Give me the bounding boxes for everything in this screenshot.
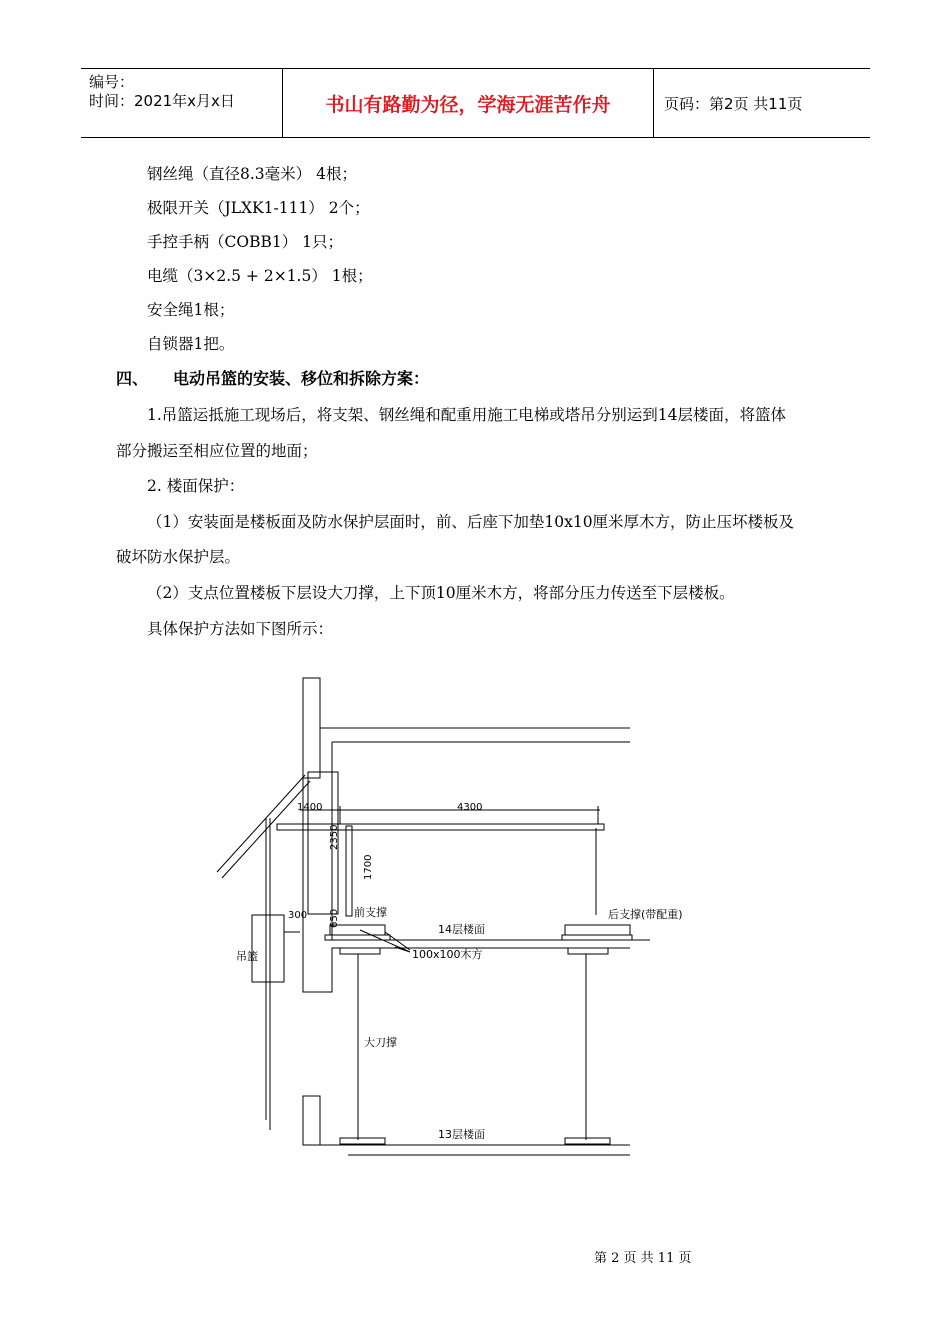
label-rear-support: 后支撑(带配重) (608, 908, 683, 921)
dim-1400: 1400 (297, 802, 323, 813)
cantilever-beam (277, 824, 604, 830)
wall-bottom (303, 1096, 320, 1145)
label-brace: 大刀撑 (364, 1036, 397, 1049)
section-title: 电动吊篮的安装、移位和拆除方案： (173, 369, 430, 388)
timber-block (340, 948, 380, 954)
dim-1700: 1700 (363, 854, 374, 880)
timber-block (565, 1138, 610, 1144)
upper-slab (320, 678, 630, 728)
material-item: 极限开关（JLXK1-111） 2个； (147, 199, 370, 217)
paragraph-line: （2）支点位置楼板下层设大刀撑，上下顶10厘米木方，将部分压力传送至下层楼板。 (147, 584, 735, 602)
installation-diagram (210, 672, 683, 1162)
paragraph-line: 部分搬运至相应位置的地面； (116, 442, 318, 460)
dim-2350: 2350 (329, 824, 340, 850)
material-item: 电缆（3×2.5 + 2×1.5） 1根； (147, 267, 373, 285)
label-floor-14: 14层楼面 (438, 923, 485, 936)
dim-4300: 4300 (457, 802, 483, 813)
dim-650: 650 (329, 908, 340, 928)
paragraph-line: 破坏防水保护层。 (116, 548, 241, 566)
dim-300: 300 (288, 910, 308, 921)
rear-base (565, 925, 630, 935)
timber-block (568, 948, 608, 954)
material-item: 钢丝绳（直径8.3毫米） 4根； (147, 165, 357, 183)
page-header (81, 68, 870, 138)
label-front-support: 前支撑 (354, 906, 387, 919)
section-number: 四、 (116, 369, 149, 388)
footer-page-number: 第 2 页 共 11 页 (594, 1251, 692, 1266)
paragraph-line: 具体保护方法如下图所示： (147, 620, 334, 638)
paragraph-line: 1.吊篮运抵施工现场后，将支架、钢丝绳和配重用施工电梯或塔吊分别运到14层楼面，将篮体 (147, 406, 787, 424)
wall-top (303, 678, 320, 778)
paragraph-line: （1）安装面是楼板面及防水保护层面时，前、后座下加垫10x10厘米厚木方，防止压坏楼板及 (147, 513, 795, 531)
front-support-post (346, 826, 352, 916)
number-label: 编号： (89, 73, 135, 91)
label-timber: 100x100木方 (412, 948, 483, 961)
header-page-info: 页码：第2页 共11页 (664, 94, 803, 113)
material-item: 自锁器1把。 (147, 335, 235, 353)
material-item: 安全绳1根； (147, 301, 235, 319)
label-basket: 吊篮 (236, 950, 258, 963)
header-meta (81, 69, 282, 137)
material-item: 手控手柄（COBB1） 1只； (147, 233, 343, 251)
header-slogan: 书山有路勤为径，学海无涯苦作舟 (282, 69, 654, 137)
timber-block (340, 1138, 385, 1144)
time-label: 时间：2021年x月x日 (89, 92, 235, 110)
basket (252, 915, 284, 982)
label-floor-13: 13层楼面 (438, 1128, 485, 1141)
paragraph-line: 2. 楼面保护： (147, 477, 245, 495)
